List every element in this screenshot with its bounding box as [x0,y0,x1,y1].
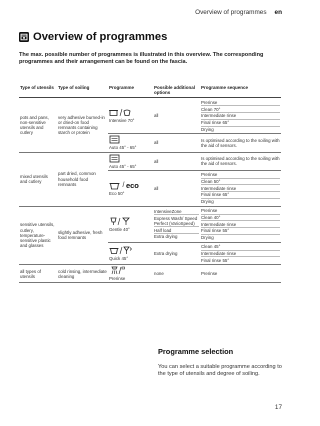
table-row [19,98,281,134]
table-row [19,206,281,242]
programme-cell [108,170,153,206]
utensils-cell: all types of utensils [19,265,57,283]
section-title: Programme selection [158,347,234,356]
quick-icon [109,246,152,255]
col-header-utensils: Type of utensils [19,84,57,98]
programme-cell [108,265,153,283]
options-cell: Extra drying [153,242,200,264]
sequence-step: Is optimised according to the soiling with the aid of sensors. [201,155,280,167]
table-row [19,152,281,170]
programme-name: Auto 45° - 65° [109,145,137,151]
options-cell: all [153,98,200,134]
options-cell: none [153,265,200,283]
prerinse-shower-icon [109,266,152,275]
programme-name: Eco 50° [109,191,125,197]
intro-text: The max. possible number of programmes is illustrated in this overview. The corresponding programmes and their arrangement can be found on the fascia. [19,52,264,66]
soiling-cell: part dried, common household food remnants [57,152,108,206]
options-cell [153,206,200,242]
sequence-step: Intermediate rinse [201,113,280,120]
intensive-pot-icon [109,108,152,117]
utensils-cell: sensitive utensils, cutlery, temperature-sensitive plastic and glasses [19,206,57,264]
header-section-title: Overview of programmes [195,9,267,16]
title-row [19,31,167,43]
eco-label: eco [125,180,139,190]
sequence-step: Intermediate rinse [201,251,280,258]
sequence-step: Final rinse 65° [201,120,280,127]
page-number: 17 [274,404,282,411]
sequence-cell [200,134,281,152]
sequence-step: Intermediate rinse [201,221,280,228]
utensils-cell: pots and pans, non-sensitive utensils and cutlery [19,98,57,152]
option-item: Express Wash/ Speed Perfect (VarioSpeed) [154,215,198,226]
option-item: Extra drying [154,234,178,240]
programme-cell [108,134,153,152]
page-title: Overview of programmes [33,31,168,43]
sequence-step: Clean 40° [201,215,280,222]
programme-name: Intensive 70° [109,118,135,124]
gentle-glass-icon [109,217,152,226]
options-cell: all [153,170,200,206]
sequence-cell [200,170,281,206]
sequence-cell [200,206,281,242]
table-row [19,265,281,283]
col-header-soiling: Type of soiling [57,84,108,98]
sequence-step: Is optimised according to the soiling with the aid of sensors. [201,137,280,148]
auto-sensor-icon [109,135,152,144]
soiling-cell: cold rinsing, intermediate cleaning [57,265,108,283]
option-item: Half load [154,227,199,234]
eco-icon: / eco [109,180,152,190]
header-language: en [274,9,282,16]
sequence-cell [200,265,281,283]
col-header-options: Possible additional options [153,84,200,98]
programme-name: Auto 45° - 65° [109,163,137,169]
sequence-step: Drying [201,235,214,241]
sequence-step: Prerinse [201,271,218,277]
sequence-step: Drying [201,126,214,132]
sequence-step: Final rinse 65° [201,192,280,199]
programme-name: Quick 45° [109,255,129,261]
options-cell: all [153,134,200,152]
section-body: You can select a suitable programme according to the type of utensils and degree of soiling. [158,364,282,378]
sequence-step: Clean 45° [201,244,280,251]
sequence-cell [200,152,281,170]
utensils-cell: mixed utensils and cutlery [19,152,57,206]
soiling-cell: slightly adhesive, fresh food remnants [57,206,108,264]
programme-cell [108,98,153,134]
soiling-cell: very adhesive burned-in or dried-on food remnants containing starch or protein [57,98,108,152]
programme-cell [108,242,153,264]
options-cell: all [153,152,200,170]
running-header [195,9,282,16]
programme-table [19,84,281,283]
col-header-programme: Programme [108,84,153,98]
programme-name: Gentle 40° [109,226,130,232]
programme-cell [108,152,153,170]
sequence-step: Prerinse [201,208,280,215]
sequence-step: Clean 50° [201,179,280,186]
sequence-step: Final rinse 55° [201,228,280,235]
sequence-step: Final rinse 55° [201,257,230,263]
col-header-sequence: Programme sequence [200,84,281,98]
sequence-step: Prerinse [201,172,280,179]
sequence-cell [200,98,281,134]
programme-cell [108,206,153,242]
auto-sensor-icon [109,154,152,163]
programme-name: Prerinse [109,276,126,282]
sequence-step: Intermediate rinse [201,185,280,192]
sequence-step: Prerinse [201,99,280,106]
option-item: IntensiveZone [154,209,199,216]
sequence-cell [200,242,281,264]
sequence-step: Drying [201,199,214,205]
programme-overview-icon [19,32,29,42]
sequence-step: Clean 70° [201,106,280,113]
